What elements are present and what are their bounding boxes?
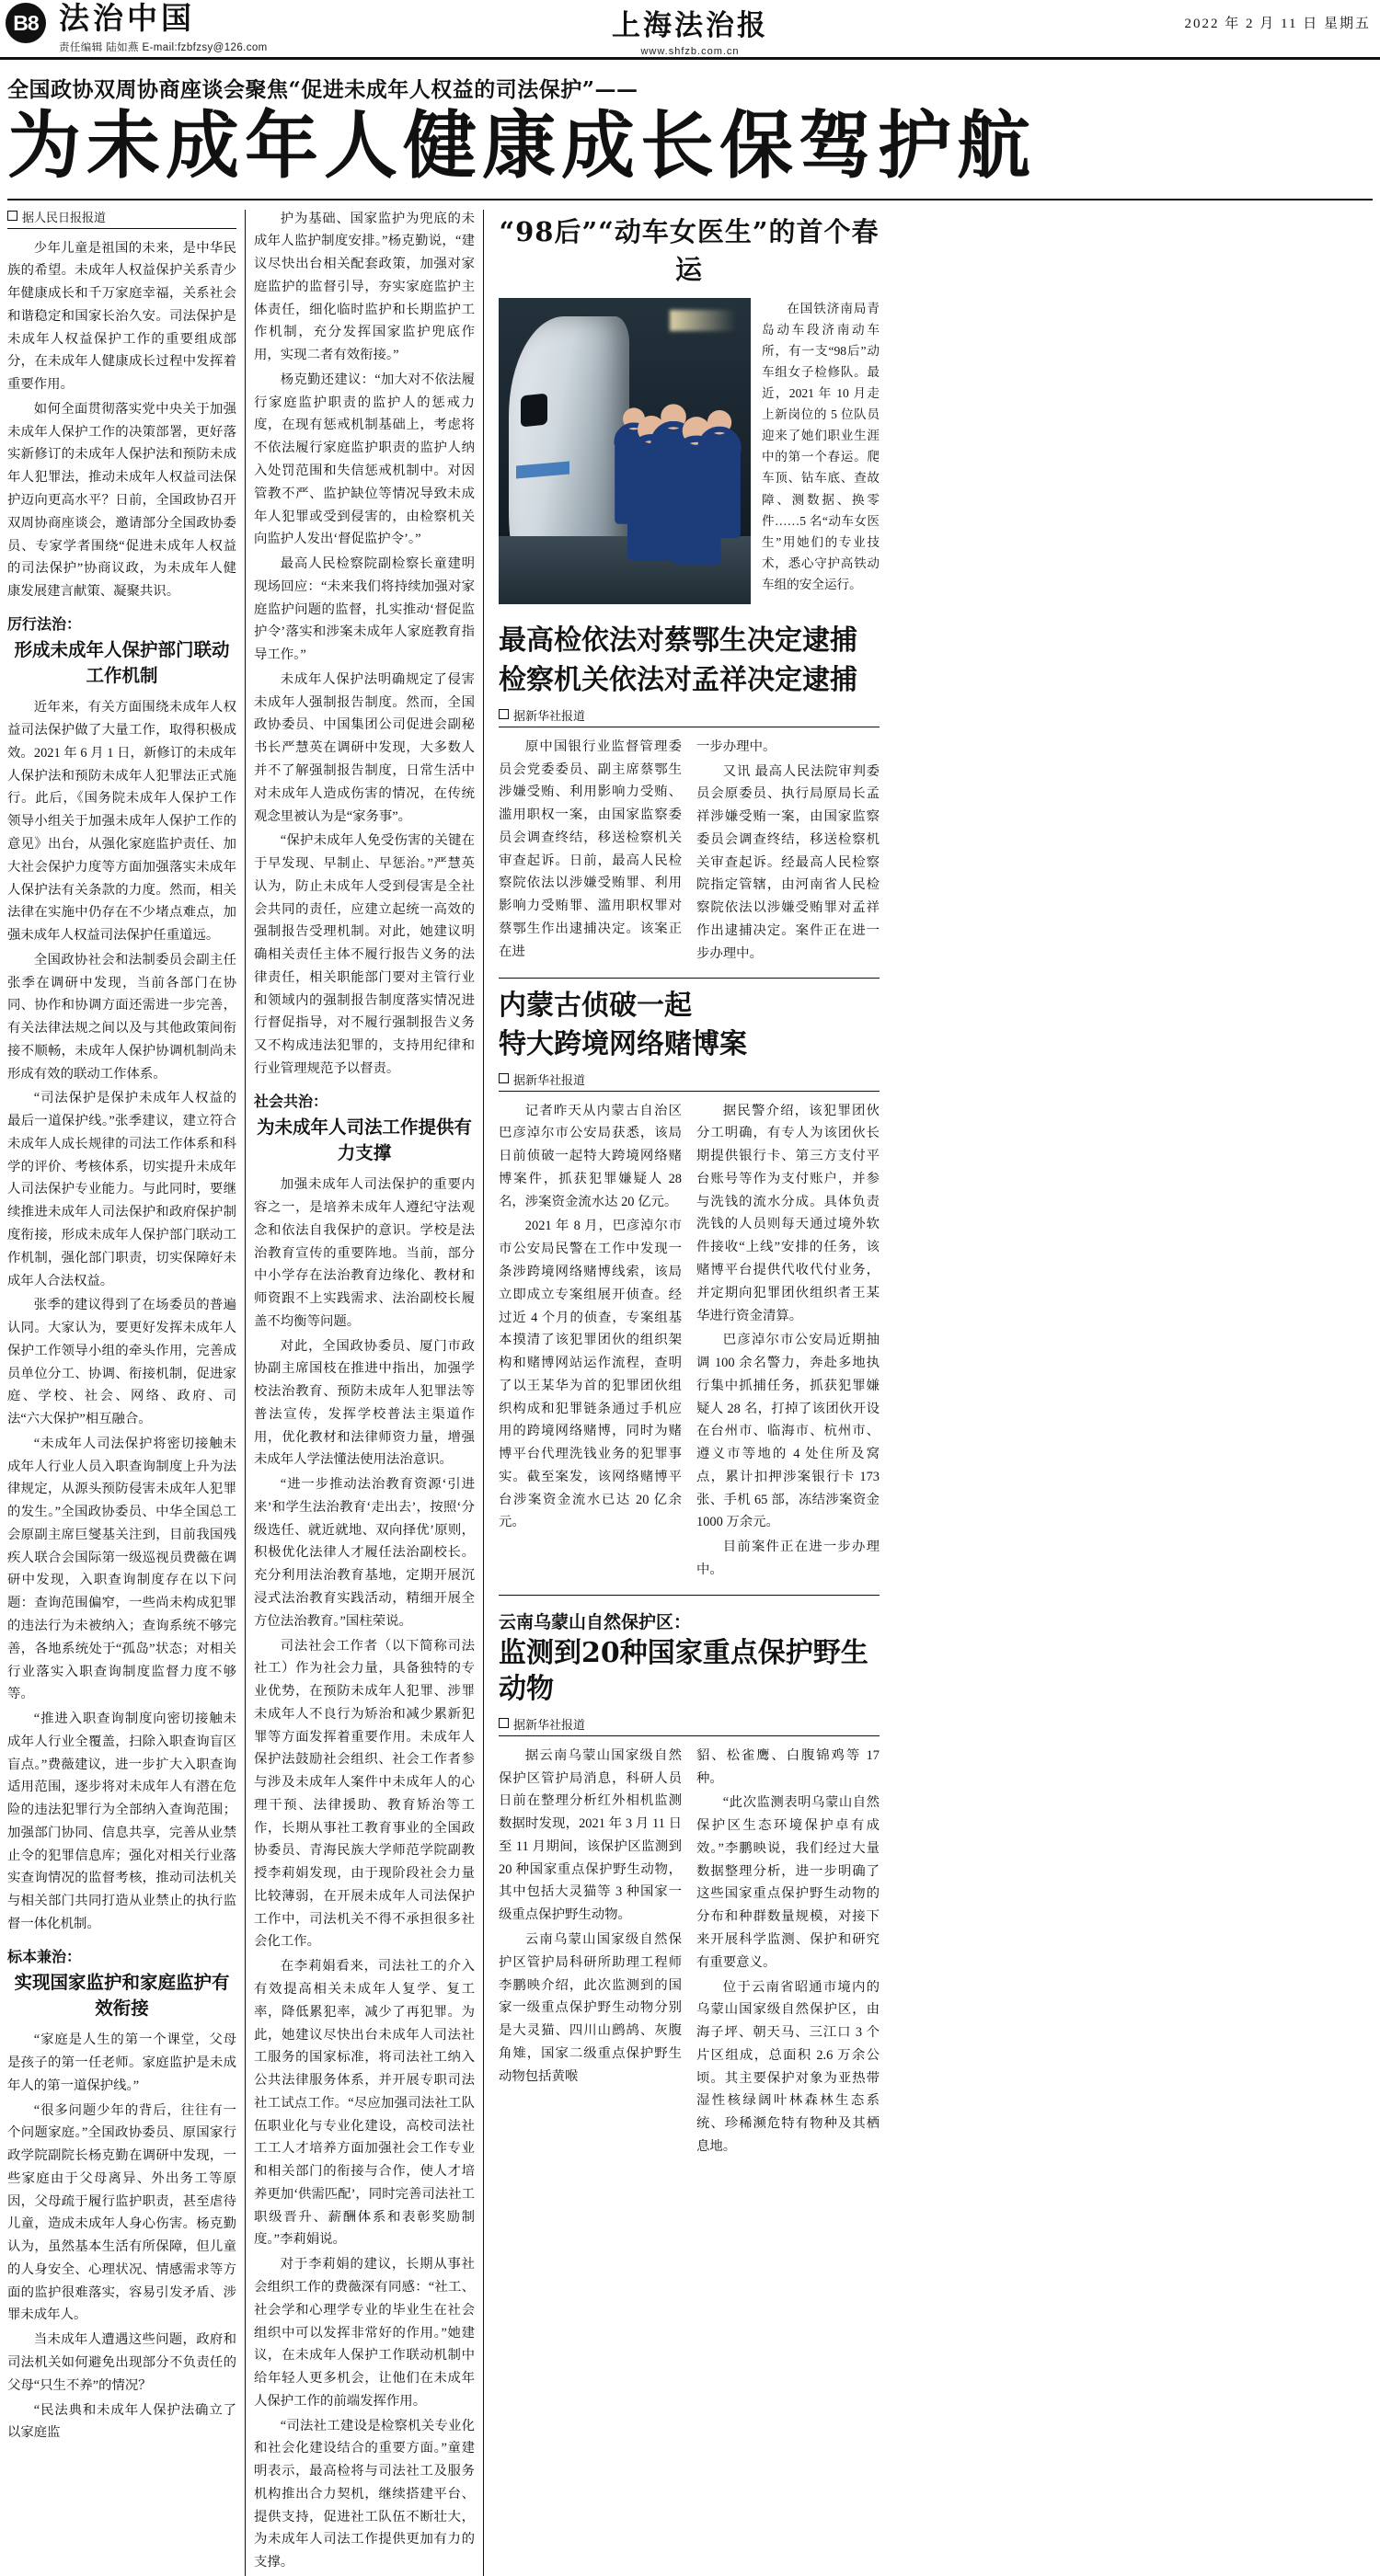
page-number-badge: B8 <box>6 3 46 43</box>
paragraph: 据云南乌蒙山国家级自然保护区管护局消息，科研人员日前在整理分析红外相机监测数据时发现，2021 年 3 月 11 日至 11 月期间，该保护区监测到 20 种国家重点保护野生动物，其中包括大灵猫等 3 种国家一级重点保护野生动物。 <box>499 1747 682 1923</box>
headline-kicker: 全国政协双周协商座谈会聚焦“促进未成年人权益的司法保护”—— <box>7 77 638 102</box>
paragraph: “进一步推动法治教育资源‘引进来’和学生法治教育‘走出去’，按照‘分级选任、就近就地、双向择优’原则，积极优化法律人才履任法治副校长。充分利用法治教育基地，定期开展沉浸式法治教育实践活动，精细开展全方位法治教育。”国柱荣说。 <box>254 1477 475 1629</box>
paragraph: “司法保护是保护未成年人权益的最后一道保护线。”张季建议，建立符合未成年人成长规律的司法工作体系和科学的评价、考核体系，切实提升未成年人司法保护专业能力。与此同时，要继续推进未成年人司法保护和政府保护制度衔接，形成未成年人保护部门联动工作机制，强化部门职责，切实保障好未成年人合法权益。 <box>7 1091 236 1288</box>
body-zone <box>0 200 1380 2576</box>
paragraph: “很多问题少年的背后，往往有一个问题家庭。”全国政协委员、原国家行政学院副院长杨克勤在调研中发现，一些家庭由于父母离异、外出务工等原因，父母疏于履行监护职责，甚至虐待儿童，造成未成年人身心伤害。杨克勤认为，虽然基本生活有所保障，但儿童的人身安全、心理状况、情感需求等方面的监护很难落实，容易引发矛盾、涉罪未成年人。 <box>7 2102 236 2323</box>
paragraph: 未成年人保护法明确规定了侵害未成年人强制报告制度。然而，全国政协委员、中国集团公司促进会副秘书长严慧英在调研中发现，大多数人并不了解强制报告制度，日常生活中对未成年人造成伤害的情况，在传统观念里被认为是“家务事”。 <box>254 671 475 824</box>
paragraph: 2021 年 8 月，巴彦淖尔市市公安局民警在工作中发现一条涉跨境网络赌博线索，该局立即成立专案组展开侦查。经过近 4 个月的侦查，专案组基本摸清了该犯罪团伙的组织架构和赌博网站运作流程，查明了以王某华为首的犯罪团伙组织构成和犯罪链条通过手机应用的跨境网络赌博，同时为赌博平台代理洗钱业务的犯罪事实。截至案发，该网络赌博平台涉案资金流水已达 20 亿余元。 <box>499 1219 682 1530</box>
paragraph: 原中国银行业监督管理委员会党委委员、副主席蔡鄂生涉嫌受贿、利用影响力受贿、滥用职权一案，由国家监察委员会调查终结，移送检察机关审查起诉。日前，最高人民检察院依法以涉嫌受贿罪、利用影响力受贿罪、滥用职权罪对蔡鄂生作出逮捕决定。该案正在进 <box>499 738 682 959</box>
masthead <box>0 0 1380 60</box>
paper-url[interactable]: www.shfzb.com.cn <box>640 46 740 57</box>
paragraph: 貂、松雀鹰、白腹锦鸡等 17 种。 <box>696 1747 880 1786</box>
article-column-1 <box>7 208 245 2576</box>
news-kicker: 云南乌蒙山自然保护区： <box>499 1611 692 1632</box>
photo-caption: 在国铁济南局青岛动车段济南动车所，有一支“98后”动车组女子检修队。最近，2021 年 10 月走上新岗位的 5 位队员迎来了她们职业生涯中的第一个春运。爬车顶、钻车底、查故障、测数据、换零件……5 名“动车女医生”用她们的专业技术，悉心守护高铁动车组的安全运行。 <box>762 301 880 592</box>
paragraph: 云南乌蒙山国家级自然保护区管护局科研所助理工程师李鹏映介绍，此次监测到的国家一级重点保护野生动物分别是大灵猫、四川山鹧鸪、灰腹角雉，国家二级重点保护野生动物包括黄喉 <box>499 1932 682 2084</box>
feature-photo-row <box>499 298 880 613</box>
photo-train-stripe <box>516 461 569 478</box>
square-bullet-icon <box>499 1718 509 1728</box>
paragraph: 当未成年人遭遇这些问题，政府和司法机关如何避免出现部分不负责任的父母“只生不养”的情况？ <box>7 2332 236 2393</box>
page-title: 为未成年人健康成长保驾护航 <box>7 102 1036 189</box>
subhead-title: 为未成年人司法工作提供有力支撑 <box>256 1116 472 1163</box>
paragraph: 一步办理中。 <box>696 738 776 754</box>
square-bullet-icon <box>499 1073 509 1083</box>
paper-nameplate <box>612 2 768 57</box>
paragraph: 杨克勤还建议：“加大对不依法履行家庭监护职责的监护人的惩戒力度，在现有惩戒机制基础上，考虑将不依法履行家庭监护职责的监护人纳入处罚范围和失信惩戒机制中。对因管教不严、监护缺位等情况导致未成年人犯罪或受到侵害的，由检察机关向监护人发出‘督促监护令’。” <box>254 372 475 547</box>
paragraph: 司法社会工作者（以下简称司法社工）作为社会力量，具备独特的专业优势，在预防未成年人犯罪、涉罪未成年人不良行为矫治和减少累新犯罪等方面发挥着重要作用。未成年人保护法鼓励社会组织、社会工作者参与涉及未成年人案件中未成年人的心理干预、法律援助、教育矫治等工作，长期从事社工教育事业的全国政协委员、青海民族大学师范学院副教授李莉娟发现，由于现阶段社会力量比较薄弱，在开展未成年人司法保护工作中，司法机关不得不承担很多社会化工作。 <box>254 1638 475 1950</box>
feature-photo <box>499 298 751 604</box>
paragraph: 又讯 最高人民法院审判委员会原委员、执行局原局长孟祥涉嫌受贿一案，由国家监察委员会调查终结，移送检察机关审查起诉。经最高人民检察院指定管辖，由河南省人民检察院依法以涉嫌受贿罪对孟祥作出逮捕决定。案件正在进一步办理中。 <box>696 763 880 961</box>
news-body <box>499 736 880 967</box>
section-divider <box>499 978 880 979</box>
news-column-1 <box>499 736 682 967</box>
issue-date: 2022 年 2 月 11 日 星期五 <box>1184 17 1371 31</box>
right-zone <box>484 208 880 2576</box>
source-tag: 据新华社报道 <box>499 1070 880 1092</box>
news-column-2 <box>696 1745 880 2160</box>
article-column-2 <box>246 208 483 2576</box>
news-column-1 <box>499 1745 682 2160</box>
square-bullet-icon <box>499 709 509 719</box>
masthead-left <box>0 0 268 54</box>
paragraph: 记者昨天从内蒙古自治区巴彦淖尔市公安局获悉，该局日前侦破一起特大跨境网络赌博案件，抓获犯罪嫌疑人 28 名，涉案资金流水达 20 亿元。 <box>499 1103 682 1209</box>
source-tag: 据人民日报报道 <box>7 208 236 229</box>
subhead-title: 形成未成年人保护部门联动工作机制 <box>14 638 230 687</box>
paragraph: 在李莉娟看来，司法社工的介入有效提高相关未成年人复学、复工率，降低累犯率，减少了再犯罪。为此，她建议尽快出台未成年人司法社工服务的国家标准，将司法社工纳入公共法律服务体系，并开展专职司法社工试点工作。“尽应加强司法社工队伍职业化与专业化建设，高校司法社工工人才培养方面加强社会工作专业和相关部门的衔接与合作，使人才培养更加‘供需匹配’，同时完善司法社工职级晋升、薪酬体系和表彰奖励制度。”李莉娟说。 <box>254 1959 475 2248</box>
paragraph: “未成年人司法保护将密切接触未成年人行业人员入职查询制度上升为法律规定，从源头预防侵害未成年人犯罪的发生。”全国政协委员、中华全国总工会原副主席巨燮基关注到，目前我国残疾人联合会国际第一级巡视员费薇在调研中发现，入职查询制度存在以下问题：查询范围偏窄，一些尚未构成犯罪的违法行为未被纳入；查询系统不够完善，各地系统处于“孤岛”状态；对相关行业落实入职查询制度监督力度不够等。 <box>7 1436 236 1702</box>
paragraph: 巴彦淖尔市公安局近期抽调 100 余名警力，奔赴多地执行集中抓捕任务，抓获犯罪嫌疑人 28 名，打掉了该团伙开设在台州市、临海市、杭州市、遵义市等地的 4 处住所及窝点，累计扣押涉案银行卡 173 张、手机 65 部，冻结涉案资金 1000 万余元。 <box>696 1333 880 1530</box>
news-headline-second-line: 特大跨境网络赌博案 <box>499 1028 747 1061</box>
source-tag: 据新华社报道 <box>499 1715 880 1736</box>
editor-line: 责任编辑 陆如燕 E-mail:fzbfzsy@126.com <box>59 41 268 53</box>
paragraph: 据民警介绍，该犯罪团伙分工明确，有专人为该团伙长期提供银行卡、第三方支付平台账号等作为支付账户，并参与洗钱的流水分成。具体负责洗钱的人员则每天通过境外软件接收“上线”安排的任务，该赌博平台提供代收代付业务，并定期向犯罪团伙组织者王某华进行资金清算。 <box>696 1103 880 1323</box>
section-divider <box>499 1595 880 1596</box>
feature-photo-title: “98后”“动车女医生”的首个春运 <box>499 215 880 285</box>
news-headline: 监测到20种国家重点保护野生动物 <box>499 1636 868 1706</box>
paragraph: 张季的建议得到了在场委员的普遍认同。大家认为，要更好发挥未成年人保护工作领导小组的牵头作用，完善成员单位分工、协调、衔接机制，促进家庭、学校、社会、网络、政府、司法“六大保护”相互融合。 <box>7 1298 236 1427</box>
subhead-label: 厉行法治： <box>7 614 82 633</box>
news-headline: 内蒙古侦破一起 <box>499 990 692 1023</box>
paragraph: “家庭是人生的第一个课堂，父母是孩子的第一任老师。家庭监护是未成年人的第一道保护线。” <box>7 2032 236 2093</box>
news-column-2 <box>696 736 880 967</box>
photo-worker <box>698 431 741 538</box>
paragraph: 加强未成年人司法保护的重要内容之一，是培养未成年人遵纪守法观念和依法自我保护的意识。学校是法治教育宣传的重要阵地。当前，部分中小学存在法治教育边缘化、教材和师资跟不上实践需求、法治副校长履盖不均衡等问题。 <box>254 1177 475 1329</box>
paragraph: “保护未成年人免受伤害的关键在于早发现、早制止、早惩治。”严慧英认为，防止未成年人受到侵害是全社会共同的责任，应建立起统一高效的强制报告受理机制。对此，她建议明确相关责任主体不履行报告义务的法律责任，相关职能部门要对主管行业和领域内的强制报告制度落实情况进行督促指导，对不履行强制报告义务又不构成违法犯罪的，支持用纪律和行业管理规范予以督责。 <box>254 833 475 1076</box>
paragraph: 位于云南省昭通市境内的乌蒙山国家级自然保护区，由海子坪、朝天马、三江口 3 个片区组成，总面积 2.6 万余公顷。其主要保护对象为亚热带湿性核绿阔叶林森林生态系统、珍稀濒危特有物种及其栖息地。 <box>696 1979 880 2154</box>
paragraph: 最高人民检察院副检察长童建明现场回应：“未来我们将持续加强对家庭监护问题的监督，扎实推动‘督促监护令’落实和涉案未成年人家庭教育指导工作。” <box>254 556 475 663</box>
paragraph: 全国政协社会和法制委员会副主任张季在调研中发现，当前各部门在协同、协作和协调方面还需进一步完善，有关法律法规之间以及与其他政策间衔接不顺畅，未成年人保护协调机制尚未形成有效的联动工作体系。 <box>7 952 236 1082</box>
paragraph: 护为基础、国家监护为兜底的未成年人监护制度安排。”杨克勤说，“建议尽快出台相关配套政策，加强对家庭监护的监督引导，夯实家庭监护主体责任，细化临时监护和长期监护工作机制，充分发挥国家监护兜底作用，实现二者有效衔接。” <box>254 211 475 363</box>
square-bullet-icon <box>7 211 17 221</box>
paragraph: “司法社工建设是检察机关专业化和社会化建设结合的重要方面。”童建明表示，最高检将与司法社工及服务机构推出合力契机，继续搭建平台、提供支持，促进社工队伍不断壮大，为未成年人司法工作提供更加有力的支撑。 <box>254 2418 475 2570</box>
paragraph: 对此，全国政协委员、厦门市政协副主席国枝在推进中指出，加强学校法治教育、预防未成年人犯罪法等普法宣传，发挥学校普法主渠道作用，优化教材和法律师资力量，增强未成年人学法懂法使用法治意识。 <box>254 1338 475 1468</box>
news-body <box>499 1745 880 2160</box>
photo-light <box>670 310 735 331</box>
subhead-label: 社会共治： <box>254 1092 328 1110</box>
paragraph: 近年来，有关方面围绕未成年人权益司法保护做了大量工作，取得积极成效。2021 年 6 月 1 日，新修订的未成年人保护法和预防未成年人犯罪法正式施行。此后，《国务院未成年人保护工作领导小组关于加强未成年人保护工作的意见》出台，从强化家庭监护责任、加大社会保护力度等方面加强落实未成年人保护法有关条款的力度。然而，相关法律在实施中仍存在不少堵点难点，加强未成年人权益司法保护任重道远。 <box>7 700 236 944</box>
paragraph: “推进入职查询制度向密切接触未成年人行业全覆盖，扫除入职查询盲区盲点。”费薇建议，进一步扩大入职查询适用范围，逐步将对未成年人有潜在危险的违法犯罪行为全部纳入查询范围；加强部门协同、信息共享，完善从业禁止令的犯罪信息库；强化对相关行业落实查询情况的监督考核，推动司法机关与相关部门共同打造从业禁止的执行监督一体化机制。 <box>7 1712 236 1931</box>
photo-train-window <box>521 394 547 428</box>
news-headline-second-line: 检察机关依法对孟祥决定逮捕 <box>499 664 857 697</box>
news-column-2 <box>696 1100 880 1584</box>
paper-name: 上海法治报 <box>612 9 768 42</box>
headline-zone <box>0 60 1380 199</box>
subhead-label: 标本兼治： <box>7 1947 82 1965</box>
paragraph: 少年儿童是祖国的未来，是中华民族的希望。未成年人权益保护关系青少年健康成长和千万家庭幸福，关系社会和谐稳定和国家长治久安。司法保护是未成年人权益保护工作的重要组成部分，在未成年人健康成长过程中发挥着重要作用。 <box>7 240 236 393</box>
paragraph: 目前案件正在进一步办理中。 <box>696 1540 880 1577</box>
news-body <box>499 1100 880 1584</box>
section-title: 法治中国 <box>59 0 195 37</box>
subhead-title: 实现国家监护和家庭监护有效衔接 <box>14 1971 230 2019</box>
paragraph: 如何全面贯彻落实党中央关于加强未成年人保护工作的决策部署，更好落实新修订的未成年人保护法和预防未成年人犯罪法，推动未成年人权益司法保护迈向更高水平？日前，全国政协召开双周协商座谈会，邀请部分全国政协委员、专家学者围绕“促进未成年人权益的司法保护”协商议政，为未成年人健康发展建言献策、凝聚共识。 <box>7 401 236 600</box>
section-title-wrap <box>59 0 268 54</box>
paragraph: “此次监测表明乌蒙山自然保护区生态环境保护卓有成效。”李鹏映说，我们经过大量数据整理分析，进一步明确了这些国家重点保护野生动物的分布和种群数量规模，对接下来开展科学监测、保护和研究有重要意义。 <box>696 1795 880 1970</box>
news-column-1 <box>499 1100 682 1584</box>
news-headline: 最高检依法对蔡鄂生决定逮捕 <box>499 624 857 657</box>
paragraph: “民法典和未成年人保护法确立了以家庭监 <box>7 2402 236 2441</box>
paragraph: 对于李莉娟的建议，长期从事社会组织工作的费薇深有同感：“社工、社会学和心理学专业的毕业生在社会组织中可以发挥非常好的作用。”她建议，在未成年人保护工作联动机制中给年轻人更多机会，让他们在未成年人保护工作的前端发挥作用。 <box>254 2257 475 2409</box>
source-tag: 据新华社报道 <box>499 706 880 727</box>
